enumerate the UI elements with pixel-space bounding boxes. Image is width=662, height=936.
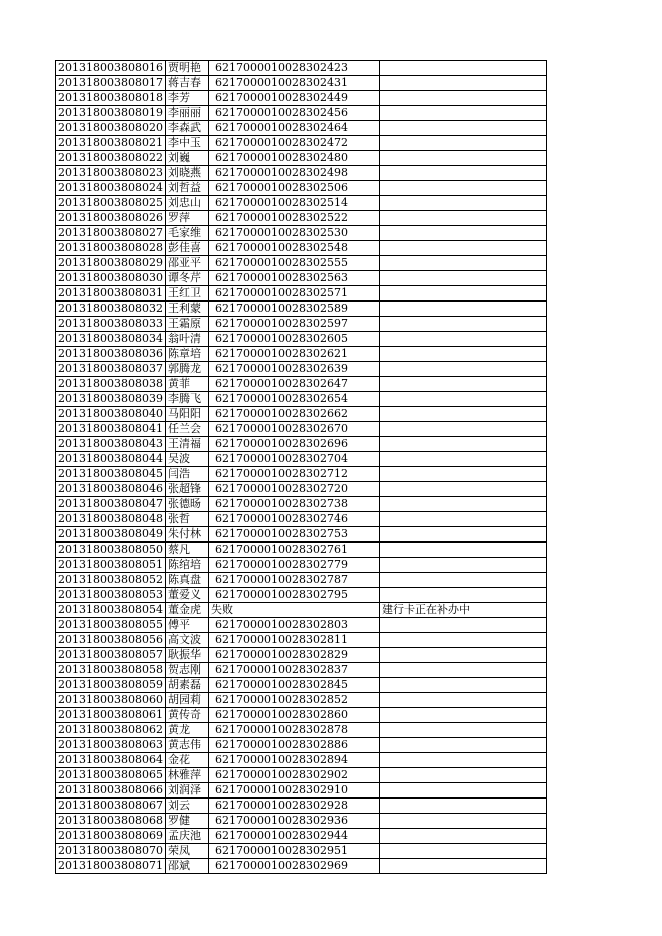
note-cell[interactable] bbox=[379, 648, 546, 663]
card-number-cell[interactable]: 6217000010028302902 bbox=[208, 768, 379, 783]
name-cell[interactable]: 刘云 bbox=[165, 798, 208, 814]
student-id-cell[interactable]: 201318003808028 bbox=[56, 241, 166, 256]
note-cell[interactable] bbox=[379, 181, 546, 196]
student-id-cell[interactable]: 201318003808057 bbox=[56, 648, 166, 663]
student-id-cell[interactable]: 201318003808056 bbox=[56, 633, 166, 648]
student-id-cell[interactable]: 201318003808059 bbox=[56, 678, 166, 693]
name-cell[interactable]: 李芳 bbox=[165, 91, 208, 106]
card-number-cell[interactable]: 6217000010028302449 bbox=[208, 91, 379, 106]
card-number-cell[interactable]: 失败 bbox=[208, 603, 379, 618]
note-cell[interactable] bbox=[379, 482, 546, 497]
card-number-cell[interactable]: 6217000010028302845 bbox=[208, 678, 379, 693]
note-cell[interactable] bbox=[379, 814, 546, 829]
note-cell[interactable] bbox=[379, 588, 546, 603]
card-number-cell[interactable]: 6217000010028302928 bbox=[208, 798, 379, 814]
card-number-cell[interactable]: 6217000010028302605 bbox=[208, 332, 379, 347]
card-number-cell[interactable]: 6217000010028302894 bbox=[208, 753, 379, 768]
note-cell[interactable] bbox=[379, 196, 546, 211]
student-id-cell[interactable]: 201318003808030 bbox=[56, 271, 166, 286]
student-id-cell[interactable]: 201318003808027 bbox=[56, 226, 166, 241]
student-id-cell[interactable]: 201318003808052 bbox=[56, 573, 166, 588]
card-number-cell[interactable]: 6217000010028302647 bbox=[208, 377, 379, 392]
card-number-cell[interactable]: 6217000010028302571 bbox=[208, 286, 379, 302]
card-number-cell[interactable]: 6217000010028302597 bbox=[208, 317, 379, 332]
table-row bbox=[56, 256, 547, 271]
table-row bbox=[56, 121, 547, 136]
note-cell[interactable] bbox=[379, 377, 546, 392]
table-row bbox=[56, 76, 547, 91]
table-row bbox=[56, 407, 547, 422]
table-row bbox=[56, 603, 547, 618]
card-number-cell[interactable]: 6217000010028302506 bbox=[208, 181, 379, 196]
note-cell[interactable] bbox=[379, 633, 546, 648]
table-row bbox=[56, 678, 547, 693]
card-number-cell[interactable]: 6217000010028302464 bbox=[208, 121, 379, 136]
card-number-cell[interactable]: 6217000010028302522 bbox=[208, 211, 379, 226]
name-cell[interactable]: 任兰会 bbox=[165, 422, 208, 437]
student-id-cell[interactable]: 201318003808063 bbox=[56, 738, 166, 753]
student-id-cell[interactable]: 201318003808053 bbox=[56, 588, 166, 603]
note-cell[interactable] bbox=[379, 362, 546, 377]
name-cell[interactable]: 林雅萍 bbox=[165, 768, 208, 783]
student-id-cell[interactable]: 201318003808058 bbox=[56, 663, 166, 678]
name-cell[interactable]: 吴波 bbox=[165, 452, 208, 467]
note-cell[interactable] bbox=[379, 844, 546, 859]
name-cell[interactable]: 毛家维 bbox=[165, 226, 208, 241]
note-cell[interactable] bbox=[379, 151, 546, 166]
name-cell[interactable]: 高文波 bbox=[165, 633, 208, 648]
card-number-cell[interactable]: 6217000010028302910 bbox=[208, 783, 379, 799]
student-id-cell[interactable]: 201318003808071 bbox=[56, 859, 166, 874]
card-number-cell[interactable]: 6217000010028302951 bbox=[208, 844, 379, 859]
roster-table bbox=[55, 60, 547, 874]
name-cell[interactable]: 王清福 bbox=[165, 437, 208, 452]
student-id-cell[interactable]: 201318003808067 bbox=[56, 798, 166, 814]
table-row bbox=[56, 181, 547, 196]
name-cell[interactable]: 荣凤 bbox=[165, 844, 208, 859]
card-number-cell[interactable]: 6217000010028302498 bbox=[208, 166, 379, 181]
student-id-cell[interactable]: 201318003808050 bbox=[56, 542, 166, 558]
student-id-cell[interactable]: 201318003808069 bbox=[56, 829, 166, 844]
student-id-cell[interactable]: 201318003808032 bbox=[56, 301, 166, 317]
table-row bbox=[56, 527, 547, 543]
student-id-cell[interactable]: 201318003808025 bbox=[56, 196, 166, 211]
name-cell[interactable]: 蒋吉春 bbox=[165, 76, 208, 91]
card-number-cell[interactable]: 6217000010028302662 bbox=[208, 407, 379, 422]
card-number-cell[interactable]: 6217000010028302472 bbox=[208, 136, 379, 151]
table-row bbox=[56, 708, 547, 723]
note-cell[interactable] bbox=[379, 76, 546, 91]
name-cell[interactable]: 刘晓燕 bbox=[165, 166, 208, 181]
student-id-cell[interactable]: 201318003808018 bbox=[56, 91, 166, 106]
student-id-cell[interactable]: 201318003808038 bbox=[56, 377, 166, 392]
student-id-cell[interactable]: 201318003808026 bbox=[56, 211, 166, 226]
table-row bbox=[56, 573, 547, 588]
student-id-cell[interactable]: 201318003808047 bbox=[56, 497, 166, 512]
name-cell[interactable]: 王霜原 bbox=[165, 317, 208, 332]
table-row bbox=[56, 618, 547, 633]
student-id-cell[interactable]: 201318003808039 bbox=[56, 392, 166, 407]
table-row bbox=[56, 241, 547, 256]
name-cell[interactable]: 陈章培 bbox=[165, 347, 208, 362]
name-cell[interactable]: 贾明艳 bbox=[165, 61, 208, 76]
note-cell[interactable] bbox=[379, 241, 546, 256]
student-id-cell[interactable]: 201318003808021 bbox=[56, 136, 166, 151]
table-row bbox=[56, 211, 547, 226]
name-cell[interactable]: 郭腾龙 bbox=[165, 362, 208, 377]
card-number-cell[interactable]: 6217000010028302860 bbox=[208, 708, 379, 723]
table-row bbox=[56, 437, 547, 452]
name-cell[interactable]: 董金虎 bbox=[165, 603, 208, 618]
name-cell[interactable]: 张德旸 bbox=[165, 497, 208, 512]
name-cell[interactable]: 邵斌 bbox=[165, 859, 208, 874]
card-number-cell[interactable]: 6217000010028302639 bbox=[208, 362, 379, 377]
table-row bbox=[56, 859, 547, 874]
name-cell[interactable]: 谭冬芹 bbox=[165, 271, 208, 286]
note-cell[interactable] bbox=[379, 91, 546, 106]
student-id-cell[interactable]: 201318003808019 bbox=[56, 106, 166, 121]
student-id-cell[interactable]: 201318003808040 bbox=[56, 407, 166, 422]
table-row bbox=[56, 497, 547, 512]
card-number-cell[interactable]: 6217000010028302746 bbox=[208, 512, 379, 527]
note-cell[interactable] bbox=[379, 542, 546, 558]
card-number-cell[interactable]: 6217000010028302720 bbox=[208, 482, 379, 497]
student-id-cell[interactable]: 201318003808065 bbox=[56, 768, 166, 783]
note-cell[interactable]: 建行卡正在补办中 bbox=[379, 603, 546, 618]
table-row bbox=[56, 648, 547, 663]
name-cell[interactable]: 蔡凡 bbox=[165, 542, 208, 558]
student-id-cell[interactable]: 201318003808041 bbox=[56, 422, 166, 437]
card-number-cell[interactable]: 6217000010028302480 bbox=[208, 151, 379, 166]
student-id-cell[interactable]: 201318003808049 bbox=[56, 527, 166, 543]
card-number-cell[interactable]: 6217000010028302811 bbox=[208, 633, 379, 648]
table-row bbox=[56, 693, 547, 708]
student-id-cell[interactable]: 201318003808061 bbox=[56, 708, 166, 723]
table-row bbox=[56, 226, 547, 241]
name-cell[interactable]: 李丽丽 bbox=[165, 106, 208, 121]
card-number-cell[interactable]: 6217000010028302704 bbox=[208, 452, 379, 467]
name-cell[interactable]: 闫浩 bbox=[165, 467, 208, 482]
card-number-cell[interactable]: 6217000010028302795 bbox=[208, 588, 379, 603]
note-cell[interactable] bbox=[379, 211, 546, 226]
student-id-cell[interactable]: 201318003808046 bbox=[56, 482, 166, 497]
note-cell[interactable] bbox=[379, 497, 546, 512]
name-cell[interactable]: 张超锋 bbox=[165, 482, 208, 497]
name-cell[interactable]: 董爱义 bbox=[165, 588, 208, 603]
student-id-cell[interactable]: 201318003808036 bbox=[56, 347, 166, 362]
note-cell[interactable] bbox=[379, 317, 546, 332]
name-cell[interactable]: 黄龙 bbox=[165, 723, 208, 738]
student-id-cell[interactable]: 201318003808064 bbox=[56, 753, 166, 768]
table-row bbox=[56, 783, 547, 799]
card-number-cell[interactable]: 6217000010028302563 bbox=[208, 271, 379, 286]
note-cell[interactable] bbox=[379, 723, 546, 738]
table-row bbox=[56, 377, 547, 392]
note-cell[interactable] bbox=[379, 753, 546, 768]
note-cell[interactable] bbox=[379, 693, 546, 708]
note-cell[interactable] bbox=[379, 256, 546, 271]
name-cell[interactable]: 马阳阳 bbox=[165, 407, 208, 422]
card-number-cell[interactable]: 6217000010028302761 bbox=[208, 542, 379, 558]
card-number-cell[interactable]: 6217000010028302969 bbox=[208, 859, 379, 874]
name-cell[interactable]: 黄传奇 bbox=[165, 708, 208, 723]
card-number-cell[interactable]: 6217000010028302712 bbox=[208, 467, 379, 482]
card-number-cell[interactable]: 6217000010028302530 bbox=[208, 226, 379, 241]
name-cell[interactable]: 朱付林 bbox=[165, 527, 208, 543]
table-row bbox=[56, 452, 547, 467]
note-cell[interactable] bbox=[379, 558, 546, 573]
student-id-cell[interactable]: 201318003808044 bbox=[56, 452, 166, 467]
card-number-cell[interactable]: 6217000010028302456 bbox=[208, 106, 379, 121]
name-cell[interactable]: 胡素磊 bbox=[165, 678, 208, 693]
student-id-cell[interactable]: 201318003808020 bbox=[56, 121, 166, 136]
name-cell[interactable]: 李中玉 bbox=[165, 136, 208, 151]
note-cell[interactable] bbox=[379, 226, 546, 241]
card-number-cell[interactable]: 6217000010028302555 bbox=[208, 256, 379, 271]
student-id-cell[interactable]: 201318003808045 bbox=[56, 467, 166, 482]
name-cell[interactable]: 刘哲益 bbox=[165, 181, 208, 196]
table-row bbox=[56, 271, 547, 286]
note-cell[interactable] bbox=[379, 618, 546, 633]
table-row bbox=[56, 317, 547, 332]
student-id-cell[interactable]: 201318003808054 bbox=[56, 603, 166, 618]
table-row bbox=[56, 151, 547, 166]
student-id-cell[interactable]: 201318003808022 bbox=[56, 151, 166, 166]
name-cell[interactable]: 王利蒙 bbox=[165, 301, 208, 317]
table-row bbox=[56, 196, 547, 211]
table-row bbox=[56, 362, 547, 377]
student-id-cell[interactable]: 201318003808062 bbox=[56, 723, 166, 738]
name-cell[interactable]: 金花 bbox=[165, 753, 208, 768]
note-cell[interactable] bbox=[379, 452, 546, 467]
card-number-cell[interactable]: 6217000010028302738 bbox=[208, 497, 379, 512]
name-cell[interactable]: 黄志伟 bbox=[165, 738, 208, 753]
note-cell[interactable] bbox=[379, 663, 546, 678]
note-cell[interactable] bbox=[379, 392, 546, 407]
table-row bbox=[56, 301, 547, 317]
student-id-cell[interactable]: 201318003808066 bbox=[56, 783, 166, 799]
student-id-cell[interactable]: 201318003808037 bbox=[56, 362, 166, 377]
name-cell[interactable]: 邵亚平 bbox=[165, 256, 208, 271]
table-row bbox=[56, 588, 547, 603]
note-cell[interactable] bbox=[379, 166, 546, 181]
student-id-cell[interactable]: 201318003808029 bbox=[56, 256, 166, 271]
name-cell[interactable]: 罗健 bbox=[165, 814, 208, 829]
table-row bbox=[56, 482, 547, 497]
name-cell[interactable]: 刘忠山 bbox=[165, 196, 208, 211]
name-cell[interactable]: 张哲 bbox=[165, 512, 208, 527]
table-row bbox=[56, 106, 547, 121]
note-cell[interactable] bbox=[379, 136, 546, 151]
name-cell[interactable]: 孟庆池 bbox=[165, 829, 208, 844]
note-cell[interactable] bbox=[379, 301, 546, 317]
note-cell[interactable] bbox=[379, 859, 546, 874]
card-number-cell[interactable]: 6217000010028302589 bbox=[208, 301, 379, 317]
note-cell[interactable] bbox=[379, 708, 546, 723]
name-cell[interactable]: 傅平 bbox=[165, 618, 208, 633]
student-id-cell[interactable]: 201318003808034 bbox=[56, 332, 166, 347]
student-id-cell[interactable]: 201318003808024 bbox=[56, 181, 166, 196]
name-cell[interactable]: 陈真盘 bbox=[165, 573, 208, 588]
table-row bbox=[56, 347, 547, 362]
table-row bbox=[56, 542, 547, 558]
card-number-cell[interactable]: 6217000010028302548 bbox=[208, 241, 379, 256]
student-id-cell[interactable]: 201318003808043 bbox=[56, 437, 166, 452]
card-number-cell[interactable]: 6217000010028302829 bbox=[208, 648, 379, 663]
note-cell[interactable] bbox=[379, 437, 546, 452]
table-row bbox=[56, 61, 547, 76]
table-row bbox=[56, 422, 547, 437]
card-number-cell[interactable]: 6217000010028302944 bbox=[208, 829, 379, 844]
roster-table-body bbox=[56, 61, 547, 874]
card-number-cell[interactable]: 6217000010028302514 bbox=[208, 196, 379, 211]
note-cell[interactable] bbox=[379, 407, 546, 422]
table-row bbox=[56, 768, 547, 783]
note-cell[interactable] bbox=[379, 286, 546, 302]
table-row bbox=[56, 663, 547, 678]
card-number-cell[interactable]: 6217000010028302423 bbox=[208, 61, 379, 76]
name-cell[interactable]: 翁叶清 bbox=[165, 332, 208, 347]
student-id-cell[interactable]: 201318003808023 bbox=[56, 166, 166, 181]
table-row bbox=[56, 738, 547, 753]
note-cell[interactable] bbox=[379, 783, 546, 799]
student-id-cell[interactable]: 201318003808033 bbox=[56, 317, 166, 332]
card-number-cell[interactable]: 6217000010028302803 bbox=[208, 618, 379, 633]
note-cell[interactable] bbox=[379, 527, 546, 543]
table-row bbox=[56, 392, 547, 407]
card-number-cell[interactable]: 6217000010028302670 bbox=[208, 422, 379, 437]
card-number-cell[interactable]: 6217000010028302837 bbox=[208, 663, 379, 678]
note-cell[interactable] bbox=[379, 332, 546, 347]
table-row bbox=[56, 753, 547, 768]
name-cell[interactable]: 胡园莉 bbox=[165, 693, 208, 708]
card-number-cell[interactable]: 6217000010028302431 bbox=[208, 76, 379, 91]
note-cell[interactable] bbox=[379, 798, 546, 814]
table-row bbox=[56, 332, 547, 347]
name-cell[interactable]: 贺志刚 bbox=[165, 663, 208, 678]
card-number-cell[interactable]: 6217000010028302878 bbox=[208, 723, 379, 738]
card-number-cell[interactable]: 6217000010028302654 bbox=[208, 392, 379, 407]
note-cell[interactable] bbox=[379, 573, 546, 588]
card-number-cell[interactable]: 6217000010028302936 bbox=[208, 814, 379, 829]
table-row bbox=[56, 91, 547, 106]
card-number-cell[interactable]: 6217000010028302621 bbox=[208, 347, 379, 362]
table-row bbox=[56, 136, 547, 151]
card-number-cell[interactable]: 6217000010028302886 bbox=[208, 738, 379, 753]
name-cell[interactable]: 刘巍 bbox=[165, 151, 208, 166]
name-cell[interactable]: 王红卫 bbox=[165, 286, 208, 302]
note-cell[interactable] bbox=[379, 61, 546, 76]
name-cell[interactable]: 李森武 bbox=[165, 121, 208, 136]
student-id-cell[interactable]: 201318003808016 bbox=[56, 61, 166, 76]
note-cell[interactable] bbox=[379, 422, 546, 437]
note-cell[interactable] bbox=[379, 678, 546, 693]
name-cell[interactable]: 李腾飞 bbox=[165, 392, 208, 407]
table-row bbox=[56, 723, 547, 738]
card-number-cell[interactable]: 6217000010028302852 bbox=[208, 693, 379, 708]
card-number-cell[interactable]: 6217000010028302753 bbox=[208, 527, 379, 543]
card-number-cell[interactable]: 6217000010028302787 bbox=[208, 573, 379, 588]
card-number-cell[interactable]: 6217000010028302696 bbox=[208, 437, 379, 452]
student-id-cell[interactable]: 201318003808055 bbox=[56, 618, 166, 633]
note-cell[interactable] bbox=[379, 121, 546, 136]
name-cell[interactable]: 刘润泽 bbox=[165, 783, 208, 799]
note-cell[interactable] bbox=[379, 512, 546, 527]
table-row bbox=[56, 286, 547, 302]
table-row bbox=[56, 829, 547, 844]
student-id-cell[interactable]: 201318003808048 bbox=[56, 512, 166, 527]
table-row bbox=[56, 512, 547, 527]
student-id-cell[interactable]: 201318003808070 bbox=[56, 844, 166, 859]
note-cell[interactable] bbox=[379, 271, 546, 286]
note-cell[interactable] bbox=[379, 829, 546, 844]
card-number-cell[interactable]: 6217000010028302779 bbox=[208, 558, 379, 573]
table-row bbox=[56, 558, 547, 573]
table-row bbox=[56, 844, 547, 859]
student-id-cell[interactable]: 201318003808051 bbox=[56, 558, 166, 573]
note-cell[interactable] bbox=[379, 467, 546, 482]
note-cell[interactable] bbox=[379, 106, 546, 121]
name-cell[interactable]: 黄菲 bbox=[165, 377, 208, 392]
student-id-cell[interactable]: 201318003808017 bbox=[56, 76, 166, 91]
table-row bbox=[56, 633, 547, 648]
name-cell[interactable]: 彭佳喜 bbox=[165, 241, 208, 256]
name-cell[interactable]: 陈绾培 bbox=[165, 558, 208, 573]
table-row bbox=[56, 166, 547, 181]
note-cell[interactable] bbox=[379, 347, 546, 362]
student-id-cell[interactable]: 201318003808031 bbox=[56, 286, 166, 302]
student-id-cell[interactable]: 201318003808060 bbox=[56, 693, 166, 708]
name-cell[interactable]: 耿振华 bbox=[165, 648, 208, 663]
note-cell[interactable] bbox=[379, 768, 546, 783]
table-row bbox=[56, 814, 547, 829]
table-row bbox=[56, 467, 547, 482]
name-cell[interactable]: 罗萍 bbox=[165, 211, 208, 226]
note-cell[interactable] bbox=[379, 738, 546, 753]
student-id-cell[interactable]: 201318003808068 bbox=[56, 814, 166, 829]
table-row bbox=[56, 798, 547, 814]
